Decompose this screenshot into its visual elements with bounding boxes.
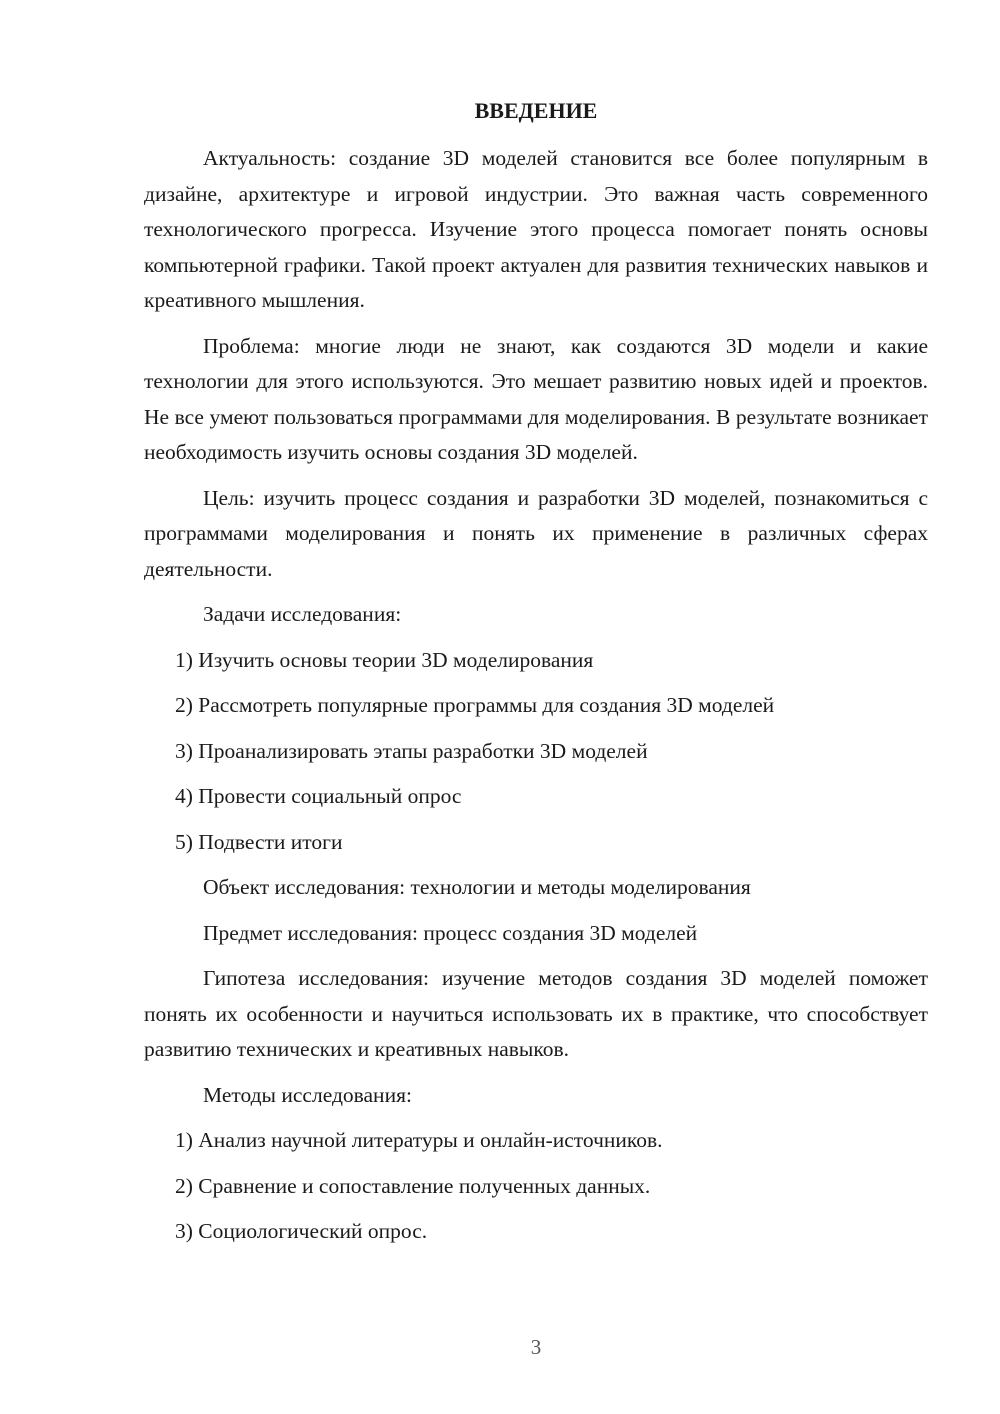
page-title: ВВЕДЕНИЕ (474, 98, 598, 123)
method-item: 2) Сравнение и сопоставление полученных данных. (175, 1173, 651, 1198)
methods-title: Методы исследования: (203, 1082, 412, 1107)
research-subject: Предмет исследования: процесс создания 3D моделей (203, 920, 698, 945)
task-item: 4) Провести социальный опрос (175, 784, 462, 808)
hypothesis-paragraph: Гипотеза исследования: изучение методов создания 3D моделей поможет понять их особенности и научиться использовать их в практике, что способствует развитию технических и креативных навыков. (144, 966, 928, 1061)
document-body (144, 141, 928, 1260)
task-item: 2) Рассмотреть популярные программы для создания 3D моделей (175, 693, 775, 717)
relevance-paragraph: Актуальность: создание 3D моделей становится все более популярным в дизайне, архитектуре и игровой индустрии. Это важная часть современного технологического прогресса. Изучение этого процесса помогает понять основы компьютерной графики. Такой проект актуален для развития технических навыков и креативного мышления. (144, 146, 928, 312)
method-item: 3) Социологический опрос. (175, 1219, 428, 1243)
research-object: Объект исследования: технологии и методы моделирования (203, 875, 751, 899)
task-item: 3) Проанализировать этапы разработки 3D моделей (175, 738, 648, 763)
task-item: 5) Подвести итоги (175, 829, 343, 854)
page-number: 3 (530, 1335, 542, 1359)
method-item: 1) Анализ научной литературы и онлайн-источников. (175, 1128, 663, 1152)
goal-paragraph: Цель: изучить процесс создания и разработки 3D моделей, познакомиться с программами моделирования и понять их применение в различных сферах деятельности. (144, 485, 928, 581)
document-page (144, 0, 928, 1414)
problem-paragraph: Проблема: многие люди не знают, как создаются 3D модели и какие технологии для этого используются. Это мешает развитию новых идей и проектов. Не все умеют пользоваться программами для моделирования. В результате возникает необходимость изучить основы создания 3D моделей. (144, 333, 928, 464)
tasks-title: Задачи исследования: (203, 602, 402, 626)
task-item: 1) Изучить основы теории 3D моделирования (175, 647, 594, 672)
